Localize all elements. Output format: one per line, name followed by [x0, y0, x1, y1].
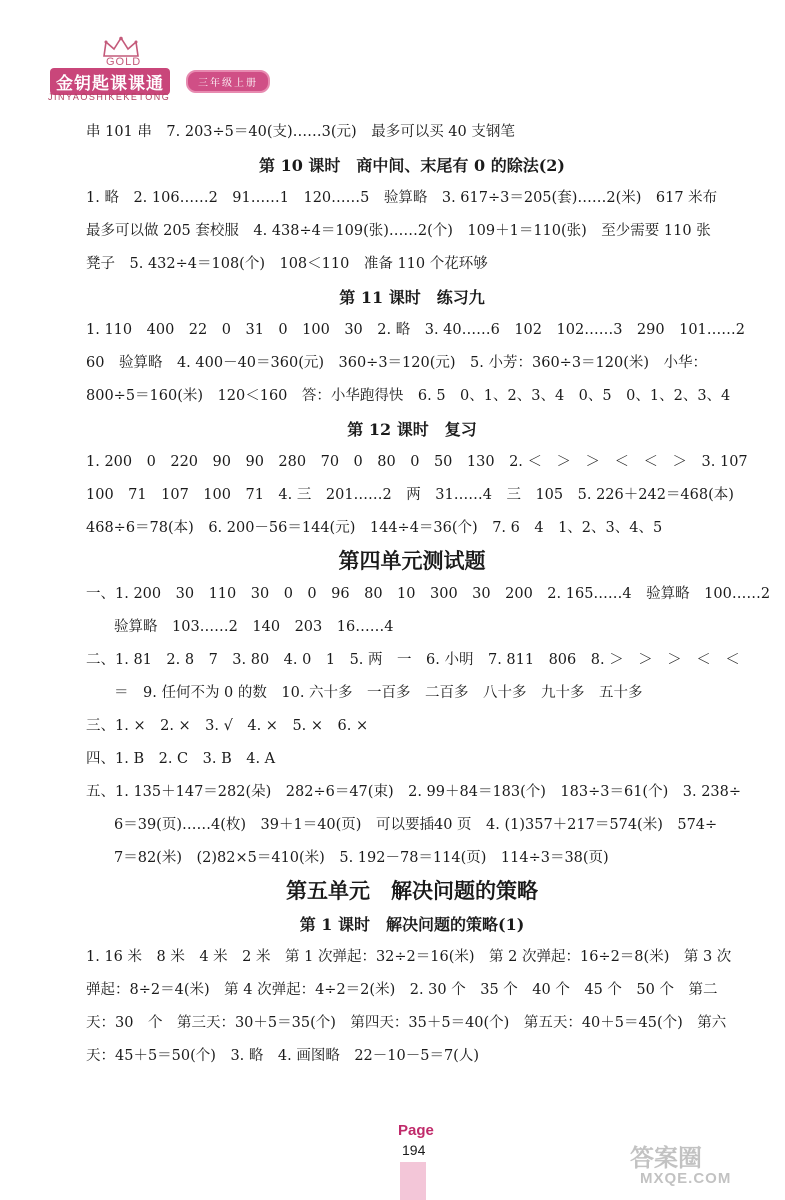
page-footer: [0, 1120, 785, 1200]
brand-pinyin: JINYAOSHIKEKETONG: [48, 92, 171, 102]
text-line: 天：30 个 第三天：30＋5＝35(个) 第四天：35＋5＝40(个) 第五天：40＋5＝45(个) 第六: [86, 1015, 727, 1031]
text-line: 三、1. × 2. × 3. √ 4. × 5. × 6. ×: [86, 718, 369, 734]
text-line: 1. 略 2. 106……2 91……1 120……5 验算略 3. 617÷3＝205(套)……2(米) 617 米布: [86, 190, 718, 206]
watermark-url: MXQE.COM: [640, 1170, 732, 1187]
text-line: 二、1. 81 2. 8 7 3. 80 4. 0 1 5. 两 一 6. 小明 7. 811 806 8. ＞ ＞ ＞ ＜ ＜: [86, 652, 740, 668]
text-line: 800÷5＝160(米) 120＜160 答：小华跑得快 6. 5 0、1、2、3、4 0、5 0、1、2、3、4: [86, 388, 731, 404]
text-line: 60 验算略 4. 400－40＝360(元) 360÷3＝120(元) 5. 小芳：360÷3＝120(米) 小华：: [86, 355, 708, 371]
text-line: 最多可以做 205 套校服 4. 438÷4＝109(张)……2(个) 109＋1＝110(张) 至少需要 110 张: [86, 223, 711, 239]
text-line: ＝ 9. 任何不为 0 的数 10. 六十多 一百多 二百多 八十多 九十多 五十多: [114, 685, 643, 701]
book-header: [40, 30, 300, 110]
lesson-heading: 第 12 课时 复习: [347, 420, 477, 439]
text-line: 弹起：8÷2＝4(米) 第 4 次弹起：4÷2＝2(米) 2. 30 个 35 个 40 个 45 个 50 个 第二: [86, 982, 718, 998]
grade-badge: 三年级上册: [186, 70, 270, 93]
gold-label: GOLD: [106, 56, 142, 68]
text-line: 四、1. B 2. C 3. B 4. A: [86, 751, 276, 767]
unit-test-heading: 第四单元测试题: [338, 549, 486, 573]
text-line: 100 71 107 100 71 4. 三 201……2 两 31……4 三 105 5. 226＋242＝468(本): [86, 487, 734, 503]
text-line: 7＝82(米) (2)82×5＝410(米) 5. 192－78＝114(页) 114÷3＝38(页): [114, 850, 609, 866]
text-line: 天：45＋5＝50(个) 3. 略 4. 画图略 22－10－5＝7(人): [86, 1048, 479, 1064]
page-tab-decoration: [400, 1162, 426, 1200]
text-line: 6＝39(页)……4(枚) 39＋1＝40(页) 可以要插40 页 4. (1)357＋217＝574(米) 574÷: [114, 817, 718, 833]
text-line: 1. 200 0 220 90 90 280 70 0 80 0 50 130 2. ＜ ＞ ＞ ＜ ＜ ＞ 3. 107: [86, 454, 748, 470]
text-line: 验算略 103……2 140 203 16……4: [114, 619, 394, 635]
lesson-heading: 第 1 课时 解决问题的策略(1): [299, 915, 525, 934]
text-line: 一、1. 200 30 110 30 0 0 96 80 10 300 30 200 2. 165……4 验算略 100……2: [86, 586, 771, 602]
text-line: 凳子 5. 432÷4＝108(个) 108＜110 准备 110 个花环够: [86, 256, 488, 272]
watermark: 答案圈: [630, 1144, 702, 1172]
text-line: 串 101 串 7. 203÷5＝40(支)……3(元) 最多可以买 40 支钢笔: [86, 124, 515, 140]
brand-logo: 金钥匙课课通: [50, 68, 170, 95]
unit-heading: 第五单元 解决问题的策略: [286, 879, 538, 903]
page-number: 194: [402, 1142, 426, 1158]
crown-icon: [102, 36, 140, 58]
page-label: Page: [398, 1122, 434, 1139]
text-line: 1. 110 400 22 0 31 0 100 30 2. 略 3. 40……6 102 102……3 290 101……2: [86, 322, 745, 338]
text-line: 468÷6＝78(本) 6. 200－56＝144(元) 144÷4＝36(个) 7. 6 4 1、2、3、4、5: [86, 520, 663, 536]
answer-content: [86, 116, 771, 1073]
lesson-heading: 第 11 课时 练习九: [339, 288, 485, 307]
text-line: 1. 16 米 8 米 4 米 2 米 第 1 次弹起：32÷2＝16(米) 第 2 次弹起：16÷2＝8(米) 第 3 次: [86, 949, 732, 965]
lesson-heading: 第 10 课时 商中间、末尾有 0 的除法(2): [259, 156, 565, 175]
text-line: 五、1. 135＋147＝282(朵) 282÷6＝47(束) 2. 99＋84＝183(个) 183÷3＝61(个) 3. 238÷: [86, 784, 742, 800]
